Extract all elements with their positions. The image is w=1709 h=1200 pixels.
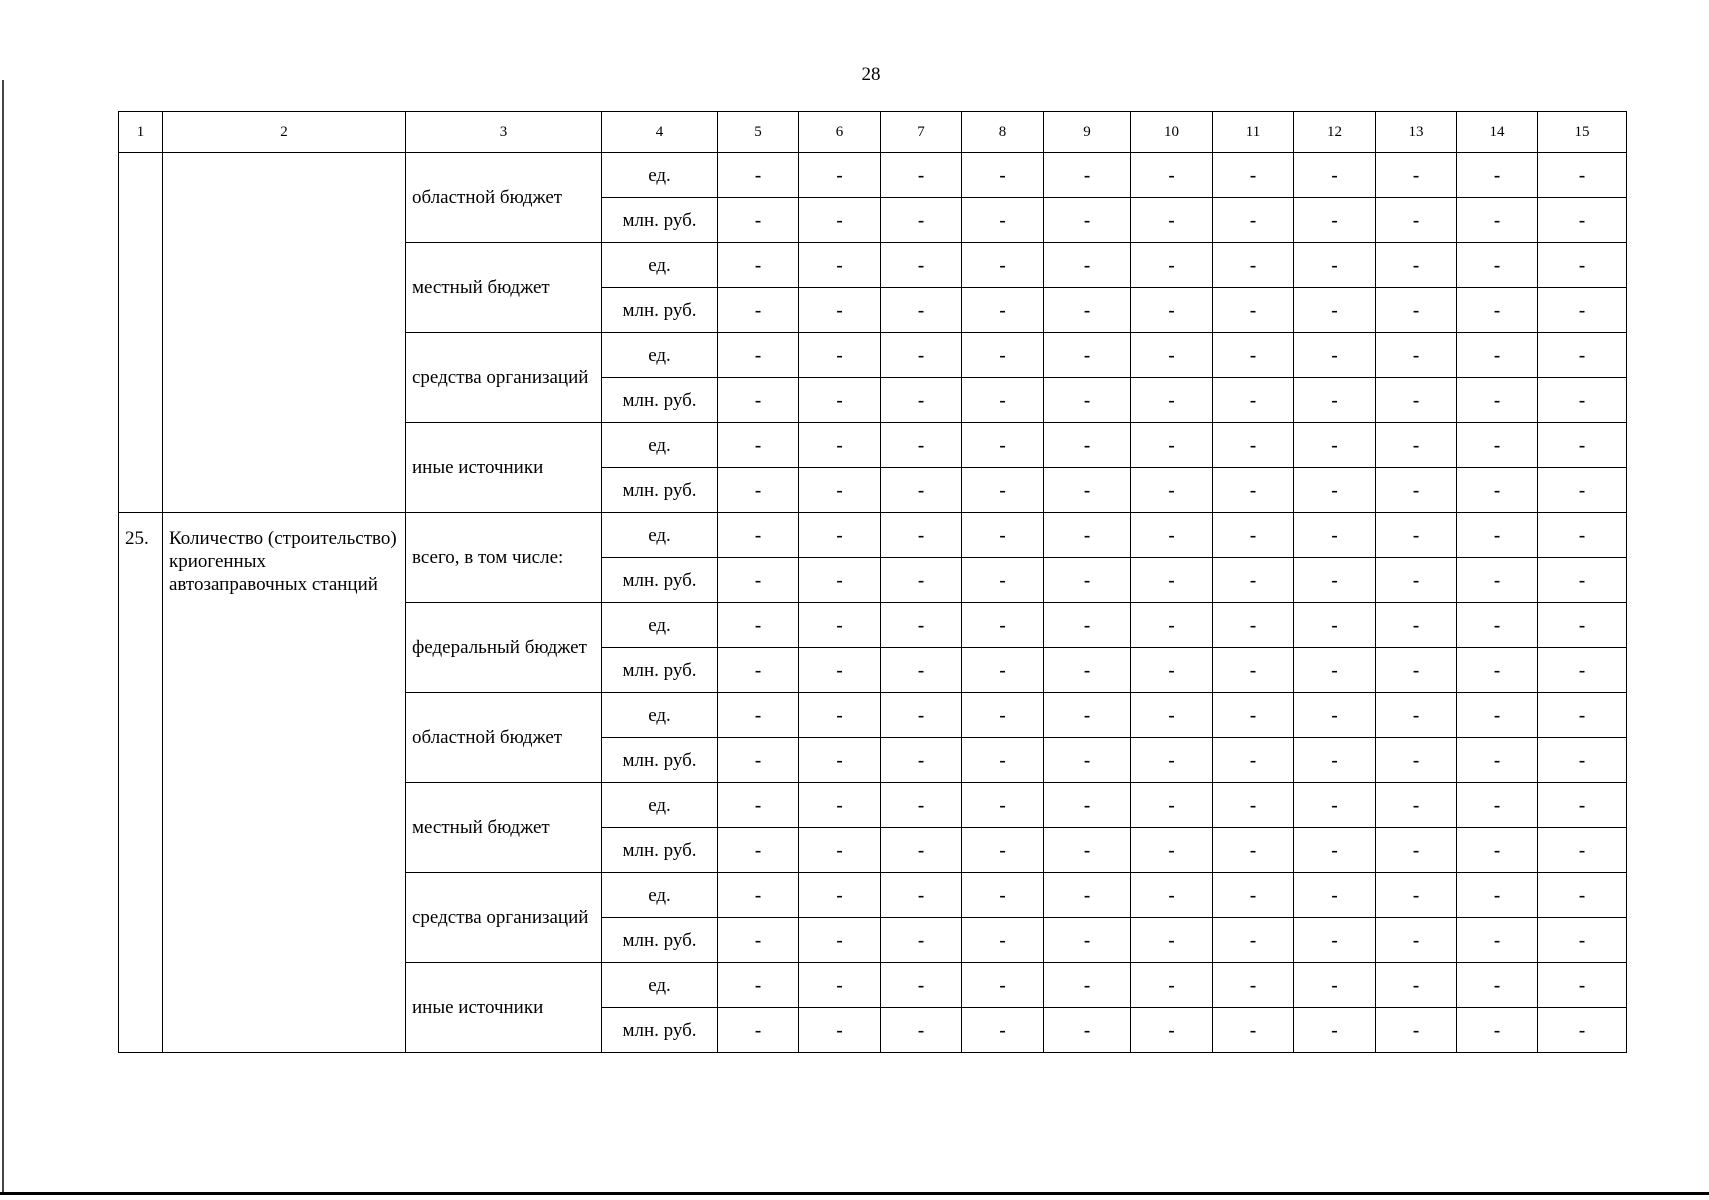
- value-cell: -: [1131, 1008, 1213, 1053]
- value-cell: -: [1457, 468, 1538, 513]
- value-cell: -: [1294, 198, 1376, 243]
- value-cell: -: [1457, 918, 1538, 963]
- value-cell: -: [799, 288, 881, 333]
- value-cell: -: [1457, 333, 1538, 378]
- value-cell: -: [1044, 558, 1131, 603]
- value-cell: -: [881, 153, 962, 198]
- value-cell: -: [799, 513, 881, 558]
- value-cell: -: [1213, 153, 1294, 198]
- value-cell: -: [1044, 468, 1131, 513]
- value-cell: -: [962, 423, 1044, 468]
- value-cell: -: [881, 333, 962, 378]
- value-cell: -: [799, 468, 881, 513]
- value-cell: -: [799, 693, 881, 738]
- unit-cell: млн. руб.: [602, 558, 718, 603]
- unit-cell: ед.: [602, 693, 718, 738]
- value-cell: -: [1538, 243, 1627, 288]
- value-cell: -: [718, 198, 799, 243]
- value-cell: -: [1376, 603, 1457, 648]
- value-cell: -: [881, 513, 962, 558]
- value-cell: -: [1457, 783, 1538, 828]
- value-cell: -: [1044, 153, 1131, 198]
- value-cell: -: [1376, 648, 1457, 693]
- value-cell: -: [1213, 558, 1294, 603]
- value-cell: -: [718, 288, 799, 333]
- value-cell: -: [881, 243, 962, 288]
- value-cell: -: [1213, 603, 1294, 648]
- value-cell: -: [1457, 873, 1538, 918]
- value-cell: -: [1294, 513, 1376, 558]
- value-cell: -: [1213, 873, 1294, 918]
- value-cell: -: [1538, 648, 1627, 693]
- value-cell: -: [962, 333, 1044, 378]
- value-cell: -: [1044, 693, 1131, 738]
- value-cell: -: [962, 648, 1044, 693]
- value-cell: -: [1457, 603, 1538, 648]
- table-row: [119, 513, 1627, 558]
- value-cell: -: [1213, 243, 1294, 288]
- value-cell: -: [799, 198, 881, 243]
- value-cell: -: [799, 1008, 881, 1053]
- value-cell: -: [1457, 963, 1538, 1008]
- column-header-15: 15: [1538, 112, 1627, 153]
- value-cell: -: [718, 963, 799, 1008]
- unit-cell: млн. руб.: [602, 648, 718, 693]
- value-cell: -: [1131, 693, 1213, 738]
- value-cell: -: [1376, 918, 1457, 963]
- value-cell: -: [718, 1008, 799, 1053]
- funding-source-cell: средства организаций: [406, 873, 602, 963]
- funding-source-cell: федеральный бюджет: [406, 603, 602, 693]
- funding-source-cell: иные источники: [406, 963, 602, 1053]
- value-cell: -: [881, 198, 962, 243]
- value-cell: -: [799, 603, 881, 648]
- value-cell: -: [1376, 243, 1457, 288]
- column-header-7: 7: [881, 112, 962, 153]
- unit-cell: млн. руб.: [602, 288, 718, 333]
- value-cell: -: [1131, 423, 1213, 468]
- value-cell: -: [1131, 198, 1213, 243]
- value-cell: -: [1376, 198, 1457, 243]
- unit-cell: ед.: [602, 423, 718, 468]
- value-cell: -: [1044, 288, 1131, 333]
- value-cell: -: [881, 288, 962, 333]
- funding-source-cell: областной бюджет: [406, 693, 602, 783]
- value-cell: -: [1213, 738, 1294, 783]
- value-cell: -: [1044, 918, 1131, 963]
- table-row: [119, 153, 1627, 198]
- value-cell: -: [881, 423, 962, 468]
- value-cell: -: [1294, 153, 1376, 198]
- value-cell: -: [799, 963, 881, 1008]
- value-cell: -: [1457, 423, 1538, 468]
- value-cell: -: [1294, 828, 1376, 873]
- value-cell: -: [1376, 828, 1457, 873]
- value-cell: -: [1294, 873, 1376, 918]
- value-cell: -: [1131, 963, 1213, 1008]
- value-cell: -: [1538, 378, 1627, 423]
- value-cell: -: [1538, 558, 1627, 603]
- value-cell: -: [962, 828, 1044, 873]
- unit-cell: ед.: [602, 243, 718, 288]
- value-cell: -: [1457, 558, 1538, 603]
- value-cell: -: [1131, 513, 1213, 558]
- value-cell: -: [881, 918, 962, 963]
- value-cell: -: [962, 963, 1044, 1008]
- value-cell: -: [881, 648, 962, 693]
- value-cell: -: [881, 873, 962, 918]
- funding-source-cell: областной бюджет: [406, 153, 602, 243]
- value-cell: -: [1457, 648, 1538, 693]
- value-cell: -: [799, 783, 881, 828]
- value-cell: -: [1538, 783, 1627, 828]
- unit-cell: млн. руб.: [602, 738, 718, 783]
- value-cell: -: [962, 783, 1044, 828]
- value-cell: -: [1538, 198, 1627, 243]
- value-cell: -: [718, 333, 799, 378]
- value-cell: -: [881, 468, 962, 513]
- value-cell: -: [1294, 288, 1376, 333]
- value-cell: -: [799, 873, 881, 918]
- value-cell: -: [1131, 558, 1213, 603]
- value-cell: -: [1538, 603, 1627, 648]
- value-cell: -: [718, 558, 799, 603]
- value-cell: -: [962, 873, 1044, 918]
- unit-cell: ед.: [602, 603, 718, 648]
- value-cell: -: [1044, 198, 1131, 243]
- column-header-8: 8: [962, 112, 1044, 153]
- value-cell: -: [1044, 333, 1131, 378]
- value-cell: -: [1294, 423, 1376, 468]
- value-cell: -: [1044, 828, 1131, 873]
- value-cell: -: [881, 603, 962, 648]
- value-cell: -: [1131, 828, 1213, 873]
- value-cell: -: [1131, 288, 1213, 333]
- value-cell: -: [1131, 738, 1213, 783]
- value-cell: -: [718, 873, 799, 918]
- value-cell: -: [1044, 738, 1131, 783]
- value-cell: -: [962, 693, 1044, 738]
- value-cell: -: [1538, 513, 1627, 558]
- value-cell: -: [1131, 918, 1213, 963]
- unit-cell: ед.: [602, 873, 718, 918]
- value-cell: -: [962, 513, 1044, 558]
- funding-source-cell: иные источники: [406, 423, 602, 513]
- value-cell: -: [1294, 918, 1376, 963]
- column-header-1: 1: [119, 112, 163, 153]
- value-cell: -: [1376, 423, 1457, 468]
- funding-source-cell: местный бюджет: [406, 783, 602, 873]
- value-cell: -: [1376, 513, 1457, 558]
- value-cell: -: [799, 918, 881, 963]
- value-cell: -: [1131, 468, 1213, 513]
- value-cell: -: [718, 738, 799, 783]
- value-cell: -: [718, 423, 799, 468]
- value-cell: -: [799, 828, 881, 873]
- value-cell: -: [1376, 378, 1457, 423]
- value-cell: -: [1213, 918, 1294, 963]
- column-header-10: 10: [1131, 112, 1213, 153]
- value-cell: -: [1294, 963, 1376, 1008]
- value-cell: -: [1044, 513, 1131, 558]
- value-cell: -: [1213, 423, 1294, 468]
- value-cell: -: [1457, 1008, 1538, 1053]
- value-cell: -: [1457, 198, 1538, 243]
- value-cell: -: [962, 198, 1044, 243]
- value-cell: -: [1457, 738, 1538, 783]
- value-cell: -: [1044, 963, 1131, 1008]
- indicator-cell: [163, 153, 406, 513]
- indicator-cell: Количество (строительство) криогенных автозаправочных станций: [163, 513, 406, 1053]
- unit-cell: ед.: [602, 333, 718, 378]
- value-cell: -: [1131, 243, 1213, 288]
- value-cell: -: [718, 783, 799, 828]
- value-cell: -: [1538, 333, 1627, 378]
- funding-source-cell: всего, в том числе:: [406, 513, 602, 603]
- value-cell: -: [799, 423, 881, 468]
- value-cell: -: [1294, 378, 1376, 423]
- value-cell: -: [1376, 1008, 1457, 1053]
- value-cell: -: [1131, 378, 1213, 423]
- scan-bottom-rule: [0, 1192, 1709, 1195]
- value-cell: -: [1044, 378, 1131, 423]
- unit-cell: млн. руб.: [602, 828, 718, 873]
- value-cell: -: [881, 693, 962, 738]
- column-header-12: 12: [1294, 112, 1376, 153]
- value-cell: -: [1294, 558, 1376, 603]
- column-header-13: 13: [1376, 112, 1457, 153]
- unit-cell: ед.: [602, 153, 718, 198]
- column-header-4: 4: [602, 112, 718, 153]
- value-cell: -: [1538, 738, 1627, 783]
- value-cell: -: [881, 1008, 962, 1053]
- value-cell: -: [1044, 783, 1131, 828]
- value-cell: -: [962, 918, 1044, 963]
- unit-cell: млн. руб.: [602, 468, 718, 513]
- value-cell: -: [1213, 1008, 1294, 1053]
- value-cell: -: [1044, 648, 1131, 693]
- value-cell: -: [1538, 918, 1627, 963]
- value-cell: -: [962, 558, 1044, 603]
- value-cell: -: [1376, 153, 1457, 198]
- value-cell: -: [962, 288, 1044, 333]
- budget-table: [118, 111, 1627, 1053]
- value-cell: -: [1457, 693, 1538, 738]
- value-cell: -: [718, 153, 799, 198]
- value-cell: -: [1213, 783, 1294, 828]
- unit-cell: млн. руб.: [602, 378, 718, 423]
- value-cell: -: [1044, 1008, 1131, 1053]
- unit-cell: ед.: [602, 783, 718, 828]
- value-cell: -: [1294, 243, 1376, 288]
- column-header-6: 6: [799, 112, 881, 153]
- value-cell: -: [1044, 423, 1131, 468]
- value-cell: -: [962, 378, 1044, 423]
- value-cell: -: [1131, 783, 1213, 828]
- value-cell: -: [962, 603, 1044, 648]
- value-cell: -: [1538, 873, 1627, 918]
- value-cell: -: [718, 378, 799, 423]
- column-header-9: 9: [1044, 112, 1131, 153]
- value-cell: -: [1294, 468, 1376, 513]
- value-cell: -: [962, 243, 1044, 288]
- value-cell: -: [799, 648, 881, 693]
- value-cell: -: [718, 603, 799, 648]
- value-cell: -: [718, 243, 799, 288]
- scan-edge-mark: [2, 80, 4, 1192]
- value-cell: -: [1131, 333, 1213, 378]
- value-cell: -: [1294, 738, 1376, 783]
- value-cell: -: [1457, 378, 1538, 423]
- value-cell: -: [1538, 693, 1627, 738]
- value-cell: -: [1213, 513, 1294, 558]
- value-cell: -: [799, 153, 881, 198]
- value-cell: -: [1538, 153, 1627, 198]
- value-cell: -: [718, 828, 799, 873]
- value-cell: -: [1376, 783, 1457, 828]
- value-cell: -: [1538, 828, 1627, 873]
- value-cell: -: [1457, 828, 1538, 873]
- value-cell: -: [799, 378, 881, 423]
- unit-cell: ед.: [602, 963, 718, 1008]
- value-cell: -: [1131, 648, 1213, 693]
- value-cell: -: [718, 468, 799, 513]
- value-cell: -: [1294, 603, 1376, 648]
- value-cell: -: [1538, 963, 1627, 1008]
- row-number-cell: [119, 153, 163, 513]
- value-cell: -: [1131, 153, 1213, 198]
- value-cell: -: [1294, 783, 1376, 828]
- value-cell: -: [881, 828, 962, 873]
- funding-source-cell: средства организаций: [406, 333, 602, 423]
- value-cell: -: [1376, 333, 1457, 378]
- value-cell: -: [1213, 378, 1294, 423]
- value-cell: -: [1294, 648, 1376, 693]
- value-cell: -: [1538, 1008, 1627, 1053]
- unit-cell: млн. руб.: [602, 1008, 718, 1053]
- value-cell: -: [1376, 288, 1457, 333]
- value-cell: -: [881, 378, 962, 423]
- value-cell: -: [1457, 513, 1538, 558]
- value-cell: -: [962, 468, 1044, 513]
- unit-cell: ед.: [602, 513, 718, 558]
- unit-cell: млн. руб.: [602, 918, 718, 963]
- value-cell: -: [881, 963, 962, 1008]
- value-cell: -: [1376, 738, 1457, 783]
- value-cell: -: [1294, 333, 1376, 378]
- value-cell: -: [1376, 558, 1457, 603]
- value-cell: -: [1044, 873, 1131, 918]
- value-cell: -: [1538, 423, 1627, 468]
- row-number-cell: 25.: [119, 513, 163, 1053]
- value-cell: -: [799, 333, 881, 378]
- funding-source-cell: местный бюджет: [406, 243, 602, 333]
- value-cell: -: [1538, 288, 1627, 333]
- value-cell: -: [881, 783, 962, 828]
- value-cell: -: [1376, 873, 1457, 918]
- unit-cell: млн. руб.: [602, 198, 718, 243]
- value-cell: -: [718, 648, 799, 693]
- value-cell: -: [799, 738, 881, 783]
- value-cell: -: [799, 558, 881, 603]
- value-cell: -: [881, 558, 962, 603]
- value-cell: -: [1376, 963, 1457, 1008]
- value-cell: -: [1213, 648, 1294, 693]
- value-cell: -: [1131, 873, 1213, 918]
- value-cell: -: [1457, 153, 1538, 198]
- column-header-2: 2: [163, 112, 406, 153]
- value-cell: -: [1294, 1008, 1376, 1053]
- value-cell: -: [1376, 468, 1457, 513]
- page-number: 28: [861, 64, 881, 85]
- value-cell: -: [1213, 333, 1294, 378]
- value-cell: -: [1294, 693, 1376, 738]
- value-cell: -: [1044, 603, 1131, 648]
- column-header-3: 3: [406, 112, 602, 153]
- value-cell: -: [1131, 603, 1213, 648]
- value-cell: -: [962, 153, 1044, 198]
- value-cell: -: [1457, 243, 1538, 288]
- value-cell: -: [962, 738, 1044, 783]
- value-cell: -: [1213, 198, 1294, 243]
- value-cell: -: [1213, 468, 1294, 513]
- value-cell: -: [718, 693, 799, 738]
- column-number-header-row: [119, 112, 1627, 153]
- value-cell: -: [1213, 693, 1294, 738]
- column-header-11: 11: [1213, 112, 1294, 153]
- column-header-14: 14: [1457, 112, 1538, 153]
- value-cell: -: [718, 513, 799, 558]
- value-cell: -: [962, 1008, 1044, 1053]
- value-cell: -: [881, 738, 962, 783]
- column-header-5: 5: [718, 112, 799, 153]
- value-cell: -: [1457, 288, 1538, 333]
- value-cell: -: [718, 918, 799, 963]
- value-cell: -: [1376, 693, 1457, 738]
- value-cell: -: [1538, 468, 1627, 513]
- value-cell: -: [1213, 963, 1294, 1008]
- value-cell: -: [1044, 243, 1131, 288]
- value-cell: -: [1213, 828, 1294, 873]
- value-cell: -: [1213, 288, 1294, 333]
- value-cell: -: [799, 243, 881, 288]
